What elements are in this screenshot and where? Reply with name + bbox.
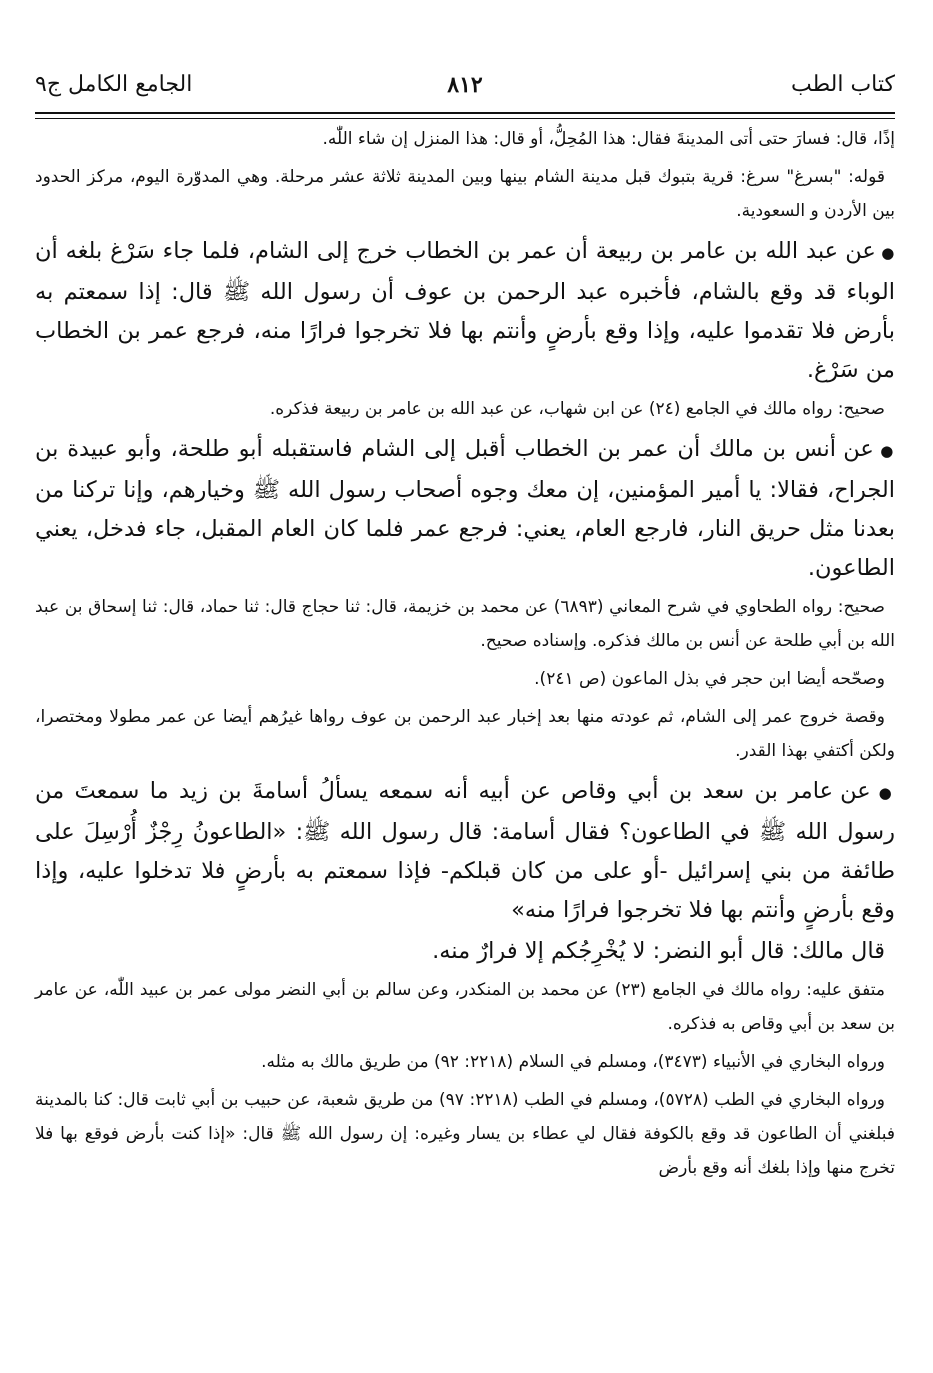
takhrij-paragraph: صحيح: رواه مالك في الجامع (٢٤) عن ابن شهاب، عن عبد الله بن عامر بن ربيعة فذكره. — [269, 399, 885, 419]
page-number: ٨١٢ — [447, 72, 483, 98]
footnote-paragraph: قوله: "بسرغ" سرغ: قرية بتبوك قبل مدينة الشام بينها وبين المدينة ثلاثة عشر مرحلة. وهي المدوّرة اليوم، مركز الحدود بين الأردن و السعودية. — [35, 167, 895, 221]
takhrij-paragraph: صحيح: رواه الطحاوي في شرح المعاني (٦٨٩٣) عن محمد بن خزيمة، قال: ثنا حجاج قال: ثنا حماد، قال: ثنا إسحاق بن عبد الله بن أبي طلحة عن أنس بن مالك فذكره. وإسناده صحيح. — [35, 597, 895, 651]
header-rule-thick — [35, 112, 895, 114]
takhrij-paragraph: وصحّحه أيضا ابن حجر في بذل الماعون (ص ٢٤١). — [534, 669, 885, 689]
hadith-paragraph: قال مالك: قال أبو النضر: لا يُخْرِجُكم إلا فرارٌ منه. — [432, 938, 885, 964]
hadith-paragraph: ● عن أنس بن مالك أن عمر بن الخطاب أقبل إلى الشام فاستقبله أبو طلحة، وأبو عبيدة بن الجراح، فقالا: يا أمير المؤمنين، إن معك وجوه أصحاب رسول الله ﷺ وخيارهم، وإنا تركنا من بعدنا مثل حريق النار، فارجع العام، يعني: فرجع عمر فلما كان العام المقبل، جاء فدخل، يعني الطاعون. — [35, 430, 895, 588]
paragraph: إذًا، قال: فسارَ حتى أتى المدينةَ فقال: هذا المُحِلُّ، أو قال: هذا المنزل إن شاء اللّٰه. — [322, 129, 895, 149]
commentary-paragraph: وقصة خروج عمر إلى الشام، ثم عودته منها بعد إخبار عبد الرحمن بن عوف رواها غيرُهم أيضا عن عمر مطولا ومختصرا، ولكن أكتفي بهذا القدر. — [35, 707, 895, 761]
hadith-paragraph: ● عن عامر بن سعد بن أبي وقاص عن أبيه أنه سمعه يسألُ أسامةَ بن زيد ما سمعتَ من رسول الله ﷺ في الطاعون؟ فقال أسامة: قال رسول الله ﷺ: «الطاعونُ رِجْزٌ أُرْسِلَ على طائفة من بني إسرائيل -أو على من كان قبلكم- فإذا سمعتم به بأرضٍ فلا تدخلوا عليه، وإذا وقع بأرضٍ وأنتم بها فلا تخرجوا فرارًا منه» — [35, 772, 895, 930]
chapter-title: كتاب الطب — [791, 72, 895, 97]
page-body — [35, 122, 895, 1189]
header-rule-thin — [35, 118, 895, 119]
book-title: الجامع الكامل ج٩ — [35, 72, 193, 97]
hadith-paragraph: ● عن عبد الله بن عامر بن ربيعة أن عمر بن الخطاب خرج إلى الشام، فلما جاء سَرْغ بلغه أن الوباء قد وقع بالشام، فأخبره عبد الرحمن بن عوف أن رسول الله ﷺ قال: إذا سمعتم به بأرض فلا تقدموا عليه، وإذا وقع بأرضٍ وأنتم بها فلا تخرجوا فرارًا منه، فرجع عمر بن الخطاب من سَرْغ. — [35, 232, 895, 390]
takhrij-paragraph: متفق عليه: رواه مالك في الجامع (٢٣) عن محمد بن المنكدر، وعن سالم بن أبي النضر مولى عمر بن عبيد اللّٰه، عن عامر بن سعد بن أبي وقاص به فذكره. — [35, 980, 895, 1034]
page-header — [35, 66, 895, 106]
takhrij-paragraph: ورواه البخاري في الأنبياء (٣٤٧٣)، ومسلم في السلام (٢٢١٨: ٩٢) من طريق مالك به مثله. — [261, 1052, 885, 1072]
takhrij-paragraph: ورواه البخاري في الطب (٥٧٢٨)، ومسلم في الطب (٢٢١٨: ٩٧) من طريق شعبة، عن حبيب بن أبي ثابت قال: كنا بالمدينة فبلغني أن الطاعون قد وقع بالكوفة فقال لي عطاء بن يسار وغيره: إن رسول الله ﷺ قال: «إذا كنت بأرض فوقع بها فلا تخرج منها وإذا بلغك أنه وقع بأرض — [35, 1090, 895, 1178]
